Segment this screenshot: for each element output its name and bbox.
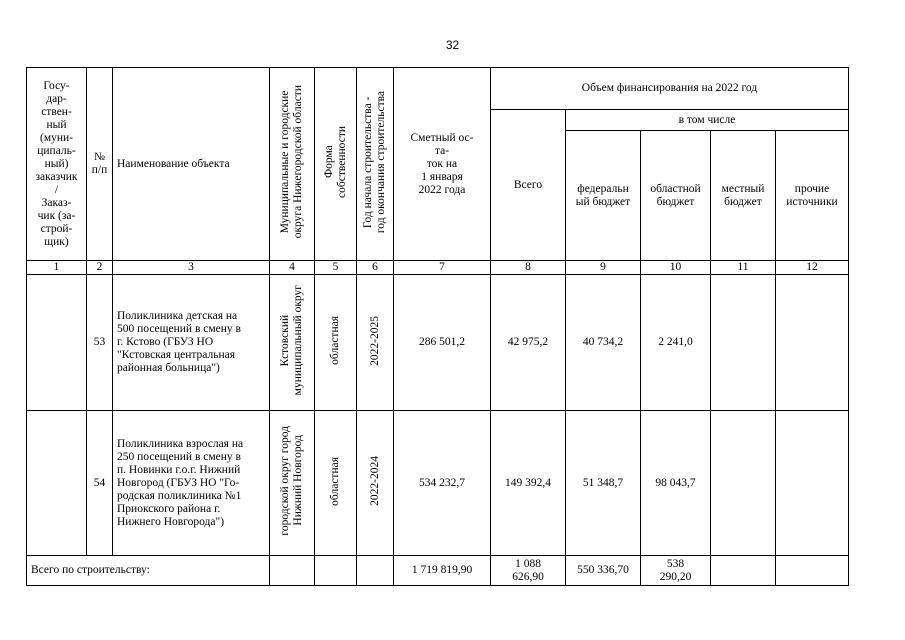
cell-total: 42 975,2 [491,275,566,411]
header-funding-title: Объем финансирования на 2022 год [491,68,849,110]
header-other: прочие источники [776,131,849,261]
header-row-number: № п/п [87,68,113,261]
header-ownership [315,68,357,261]
cell-years-text: 2022-2024 [368,456,381,506]
column-number: 5 [315,261,357,275]
column-number: 10 [641,261,711,275]
cell-estimate: 286 501,2 [394,275,491,411]
cell-other [776,411,849,556]
column-number: 7 [394,261,491,275]
cell-local [711,275,776,411]
column-number: 4 [270,261,315,275]
cell-years-text: 2022-2025 [368,315,381,366]
column-number: 11 [711,261,776,275]
cell-object-name: Поликлиника взрослая на 250 посещений в смену в п. Новинки г.о.г. Нижний Новгород (ГБУЗ НО "Го- родская поликлиника №1 Приокского района г. Нижнего Новгорода") [113,411,270,556]
cell-ownership-text: областная [329,456,341,506]
header-years [357,68,394,261]
column-number: 2 [87,261,113,275]
header-ownership-text: Форма собственности [322,126,348,198]
cell-municipality-text: городской округ город Нижний Новгород [279,426,304,536]
totals-local [711,556,776,586]
totals-estimate: 1 719 819,90 [394,556,491,586]
column-number: 9 [566,261,641,275]
cell-regional: 98 043,7 [641,411,711,556]
column-number: 1 [27,261,87,275]
totals-regional: 538 290,20 [641,556,711,586]
header-municipality [270,68,315,261]
totals-total: 1 088 626,90 [491,556,566,586]
totals-label: Всего по строительству: [27,556,270,586]
cell-ownership [315,275,357,411]
cell-customer [27,411,87,556]
cell-object-name: Поликлиника детская на 500 посещений в смену в г. Кстово (ГБУЗ НО "Кстовская центральная районная больница") [113,275,270,411]
column-number: 3 [113,261,270,275]
cell-regional: 2 241,0 [641,275,711,411]
funding-table [26,67,849,586]
header-including: в том числе [566,110,849,131]
totals-empty-cell [357,556,394,586]
totals-federal: 550 336,70 [566,556,641,586]
header-total: Всего [491,110,566,261]
column-number: 6 [357,261,394,275]
header-years-text: Год начала строительства - год окончания строительства [362,90,387,234]
cell-estimate: 534 232,7 [394,411,491,556]
cell-customer [27,275,87,411]
cell-total: 149 392,4 [491,411,566,556]
table-row [27,275,849,411]
cell-ownership-text: областная [329,316,341,365]
cell-local [711,411,776,556]
cell-ownership [315,411,357,556]
cell-municipality [270,275,315,411]
column-number: 12 [776,261,849,275]
header-regional: областной бюджет [641,131,711,261]
cell-years [357,411,394,556]
cell-row-number: 53 [87,275,113,411]
table-row [27,411,849,556]
header-municipality-text: Муниципальные и городские округа Нижегородской области [279,85,304,239]
header-object-name: Наименование объекта [113,68,270,261]
cell-federal: 51 348,7 [566,411,641,556]
cell-municipality-text: Кстовский муниципальный округ [279,285,304,396]
totals-empty-cell [315,556,357,586]
header-federal: федеральн ый бюджет [566,131,641,261]
header-customer: Госу- дар- ствен- ный (муни- ципаль- ный) заказчик / Заказ- чик (за- строй- щик) [27,68,87,261]
cell-years [357,275,394,411]
page-number: 32 [445,38,460,52]
totals-other [776,556,849,586]
totals-empty-cell [270,556,315,586]
cell-other [776,275,849,411]
header-estimate: Сметный ос- та- ток на 1 января 2022 года [394,68,491,261]
cell-row-number: 54 [87,411,113,556]
totals-row [27,556,849,586]
header-local: местный бюджет [711,131,776,261]
cell-federal: 40 734,2 [566,275,641,411]
column-number: 8 [491,261,566,275]
cell-municipality [270,411,315,556]
